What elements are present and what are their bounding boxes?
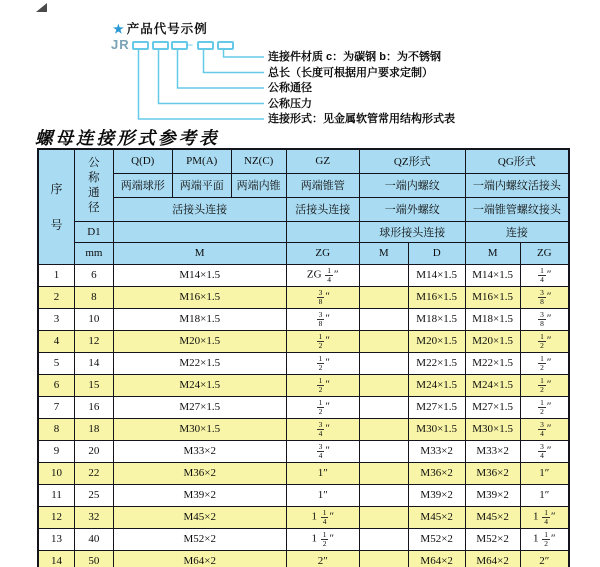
code-label-length: 总长（长度可根据用户要求定制） — [268, 66, 433, 79]
table-cell: 5 — [38, 352, 75, 374]
table-cell: M18×1.5 — [465, 308, 520, 330]
table-cell: M30×1.5 — [113, 418, 286, 440]
code-dash: – — [186, 36, 193, 51]
table-cell: M30×1.5 — [465, 418, 520, 440]
header-unit-qg-zg: ZG — [520, 242, 569, 264]
code-box-4 — [197, 41, 214, 50]
header-unit-zg: ZG — [286, 242, 359, 264]
table-cell: 12 — [75, 330, 114, 352]
table-cell: M22×1.5 — [408, 352, 465, 374]
header-desc-nz: 两端内锥 — [231, 173, 286, 197]
header-col-qg: QG形式 — [465, 149, 569, 173]
header-desc-qg: 一端内螺纹活接头 — [465, 173, 569, 197]
table-cell: $\frac{3}{4}$ ″ — [520, 418, 569, 440]
table-cell: $\frac{1}{2}$ ″ — [286, 374, 359, 396]
table-cell: M36×2 — [408, 462, 465, 484]
table-cell — [359, 352, 408, 374]
table-cell: 50 — [75, 550, 114, 567]
header-empty-2 — [286, 221, 359, 242]
table-cell: 1 $\frac{1}{4}$ ″ — [520, 506, 569, 528]
table-cell — [359, 396, 408, 418]
table-cell: 7 — [38, 396, 75, 418]
table-cell: M33×2 — [113, 440, 286, 462]
table-cell: 22 — [75, 462, 114, 484]
table-cell: $\frac{3}{4}$ ″ — [286, 418, 359, 440]
table-cell: M36×2 — [465, 462, 520, 484]
table-cell: M18×1.5 — [408, 308, 465, 330]
table-cell: M22×1.5 — [465, 352, 520, 374]
table-cell: $\frac{1}{4}$ ″ — [520, 264, 569, 286]
code-prefix: JR — [111, 37, 130, 52]
table-row — [38, 308, 569, 330]
table-cell — [359, 264, 408, 286]
table-cell: M27×1.5 — [408, 396, 465, 418]
product-code-example-title — [113, 19, 208, 37]
table-row — [38, 484, 569, 506]
header-qz-ball-joint-connection: 球形接头连接 — [359, 221, 465, 242]
table-cell: M52×2 — [113, 528, 286, 550]
table-row — [38, 418, 569, 440]
table-cell: $\frac{3}{4}$ ″ — [520, 440, 569, 462]
header-union-connection-gz: 活接头连接 — [286, 197, 359, 221]
table-cell: 1 $\frac{1}{4}$ ″ — [286, 506, 359, 528]
table-cell: $\frac{1}{2}$ ″ — [520, 330, 569, 352]
table-cell: 14 — [38, 550, 75, 567]
table-cell: 25 — [75, 484, 114, 506]
table-cell: 4 — [38, 330, 75, 352]
table-row — [38, 330, 569, 352]
table-cell — [359, 286, 408, 308]
header-col-qz: QZ形式 — [359, 149, 465, 173]
table-cell: 15 — [75, 374, 114, 396]
header-col-pm: PM(A) — [172, 149, 231, 173]
table-cell: M27×1.5 — [465, 396, 520, 418]
table-cell: 40 — [75, 528, 114, 550]
table-cell: 6 — [75, 264, 114, 286]
table-cell: $\frac{3}{8}$ ″ — [520, 286, 569, 308]
header-empty-1 — [113, 221, 286, 242]
table-row — [38, 264, 569, 286]
table-cell: 1 $\frac{1}{2}$ ″ — [520, 528, 569, 550]
header-desc-q: 两端球形 — [113, 173, 172, 197]
table-row — [38, 528, 569, 550]
table-cell: M64×2 — [408, 550, 465, 567]
table-cell: M14×1.5 — [113, 264, 286, 286]
table-row — [38, 374, 569, 396]
table-row — [38, 352, 569, 374]
table-cell: $\frac{1}{2}$ ″ — [286, 396, 359, 418]
table-cell: 1″ — [520, 462, 569, 484]
table-cell: $\frac{3}{8}$ ″ — [286, 308, 359, 330]
table-cell — [359, 330, 408, 352]
table-cell: M36×2 — [113, 462, 286, 484]
table-cell: 2″ — [520, 550, 569, 567]
header-qg-connection: 连接 — [465, 221, 569, 242]
code-box-1 — [132, 41, 149, 50]
table-cell: 1 — [38, 264, 75, 286]
table-cell: 2 — [38, 286, 75, 308]
table-cell: M45×2 — [465, 506, 520, 528]
table-cell: $\frac{3}{8}$ ″ — [286, 286, 359, 308]
star-icon: ★ — [113, 22, 125, 36]
header-col-gz: GZ — [286, 149, 359, 173]
table-cell — [359, 440, 408, 462]
table-cell: M20×1.5 — [113, 330, 286, 352]
table-cell: M22×1.5 — [113, 352, 286, 374]
code-label-pressure: 公称压力 — [268, 97, 312, 110]
table-cell: M16×1.5 — [465, 286, 520, 308]
table-cell — [359, 506, 408, 528]
table-cell: 10 — [38, 462, 75, 484]
table-row — [38, 462, 569, 484]
table-cell: ZG $\frac{1}{4}$ ″ — [286, 264, 359, 286]
code-label-diameter: 公称通径 — [268, 82, 312, 94]
product-code-example-label: 产品代号示例 — [126, 22, 208, 36]
table-cell: 8 — [38, 418, 75, 440]
table-cell: $\frac{1}{2}$ ″ — [520, 396, 569, 418]
table-row — [38, 396, 569, 418]
table-cell: M64×2 — [113, 550, 286, 567]
header-mm: mm — [75, 242, 114, 264]
header-qg-taper-thread-joint: 一端锥管螺纹接头 — [465, 197, 569, 221]
table-cell: $\frac{3}{8}$ ″ — [520, 308, 569, 330]
table-cell: M24×1.5 — [465, 374, 520, 396]
table-cell: 6 — [38, 374, 75, 396]
table-row — [38, 506, 569, 528]
table-cell: 1″ — [286, 462, 359, 484]
table-cell: M24×1.5 — [408, 374, 465, 396]
table-cell: 18 — [75, 418, 114, 440]
table-cell — [359, 418, 408, 440]
table-cell: M33×2 — [465, 440, 520, 462]
header-unit-qg-m: M — [465, 242, 520, 264]
corner-mark — [36, 3, 47, 12]
table-cell — [359, 462, 408, 484]
table-cell: $\frac{1}{2}$ ″ — [286, 330, 359, 352]
table-cell: M45×2 — [113, 506, 286, 528]
table-cell: M52×2 — [465, 528, 520, 550]
header-col-nz: NZ(C) — [231, 149, 286, 173]
header-d1: D1 — [75, 221, 114, 242]
header-unit-m: M — [113, 242, 286, 264]
table-cell: M24×1.5 — [113, 374, 286, 396]
table-cell — [359, 528, 408, 550]
code-label-connection: 连接形式：见金属软管常用结构形式表 — [268, 113, 455, 125]
code-box-5 — [217, 41, 234, 50]
code-box-2 — [152, 41, 169, 50]
table-body — [38, 264, 569, 567]
table-cell — [359, 550, 408, 567]
table-row — [38, 550, 569, 567]
table-cell: 3 — [38, 308, 75, 330]
table-cell: $\frac{1}{2}$ ″ — [520, 374, 569, 396]
code-label-material: 连接件材质 c：为碳钢 b：为不锈钢 — [268, 51, 441, 63]
header-unit-qz-m: M — [359, 242, 408, 264]
table-cell: 1 $\frac{1}{2}$ ″ — [286, 528, 359, 550]
table-cell: M27×1.5 — [113, 396, 286, 418]
table-cell: M39×2 — [465, 484, 520, 506]
header-seq: 序 号 — [38, 149, 75, 264]
table-cell: M20×1.5 — [408, 330, 465, 352]
table-cell: M16×1.5 — [113, 286, 286, 308]
table-cell: 12 — [38, 506, 75, 528]
table-cell: 1″ — [520, 484, 569, 506]
table-cell: 13 — [38, 528, 75, 550]
table-cell: $\frac{3}{4}$ ″ — [286, 440, 359, 462]
table-cell: M45×2 — [408, 506, 465, 528]
table-cell: M64×2 — [465, 550, 520, 567]
header-desc-pm: 两端平面 — [172, 173, 231, 197]
table-cell: 1″ — [286, 484, 359, 506]
table-cell: $\frac{1}{2}$ ″ — [520, 352, 569, 374]
table-cell: 2″ — [286, 550, 359, 567]
table-cell: M18×1.5 — [113, 308, 286, 330]
table-row — [38, 440, 569, 462]
table-cell: 9 — [38, 440, 75, 462]
table-cell: M16×1.5 — [408, 286, 465, 308]
header-unit-qz-d: D — [408, 242, 465, 264]
nut-connection-reference-table — [37, 148, 570, 567]
table-cell: M52×2 — [408, 528, 465, 550]
table-cell — [359, 374, 408, 396]
table-cell: M20×1.5 — [465, 330, 520, 352]
table-cell: M30×1.5 — [408, 418, 465, 440]
table-cell: M33×2 — [408, 440, 465, 462]
header-col-q: Q(D) — [113, 149, 172, 173]
header-union-connection: 活接头连接 — [113, 197, 286, 221]
header-desc-gz: 两端锥管 — [286, 173, 359, 197]
header-nominal-diameter: 公 称 通 径 — [75, 149, 114, 221]
table-cell: 10 — [75, 308, 114, 330]
table-cell: 20 — [75, 440, 114, 462]
table-cell: M14×1.5 — [465, 264, 520, 286]
table-cell: M14×1.5 — [408, 264, 465, 286]
table-cell: M39×2 — [408, 484, 465, 506]
table-cell: M39×2 — [113, 484, 286, 506]
table-cell: 32 — [75, 506, 114, 528]
table-cell: 11 — [38, 484, 75, 506]
table-cell: 16 — [75, 396, 114, 418]
table-title: 螺母连接形式参考表 — [35, 128, 220, 148]
table-cell — [359, 484, 408, 506]
header-qz-external-thread: 一端外螺纹 — [359, 197, 465, 221]
table-cell: 8 — [75, 286, 114, 308]
table-row — [38, 286, 569, 308]
table-cell — [359, 308, 408, 330]
header-desc-qz: 一端内螺纹 — [359, 173, 465, 197]
table-cell: $\frac{1}{2}$ ″ — [286, 352, 359, 374]
table-cell: 14 — [75, 352, 114, 374]
